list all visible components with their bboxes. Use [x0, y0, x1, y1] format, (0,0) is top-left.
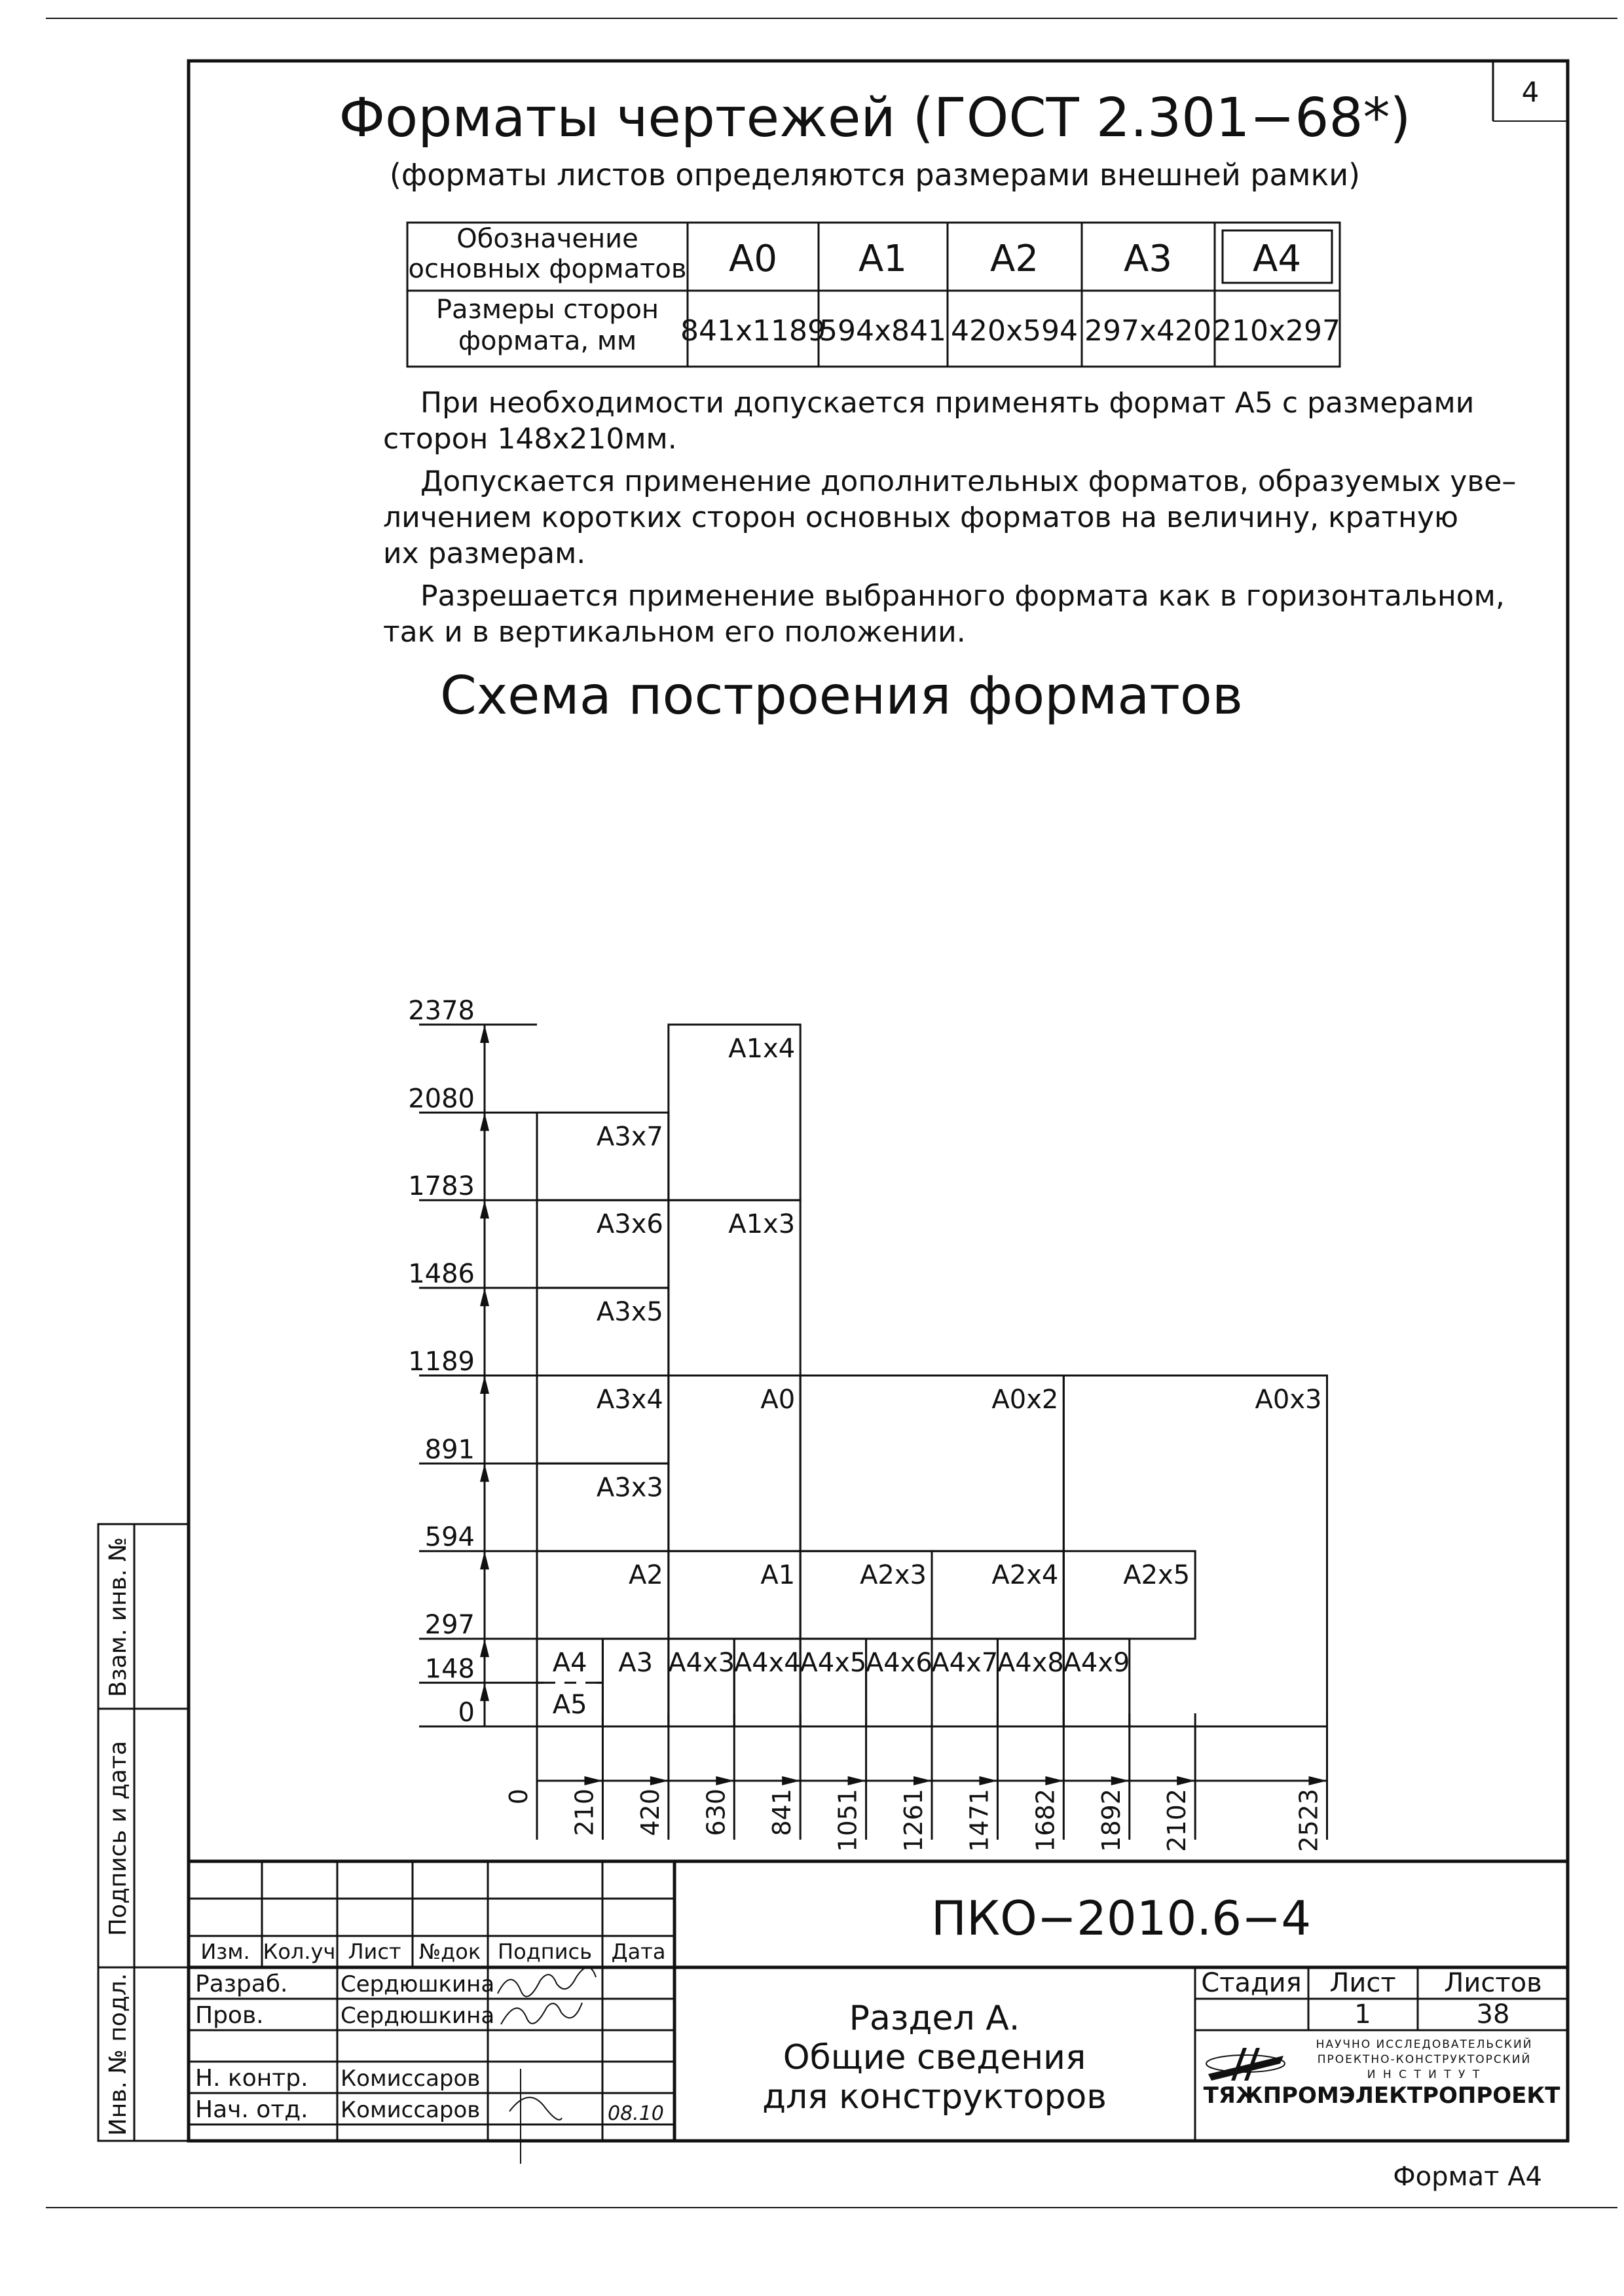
org-line-3: И Н С Т И Т У Т: [1367, 2068, 1482, 2081]
paragraph-1-line-2: сторон 148x210мм.: [383, 422, 677, 456]
paragraph-2-line-3: их размерам.: [383, 537, 586, 570]
block-label-а3x3: А3x3: [596, 1472, 663, 1503]
format-size-a4: 210x297: [1213, 314, 1341, 348]
block-label-а0: А0: [760, 1384, 796, 1415]
x-arrow-1471: [979, 1776, 997, 1785]
signature-checker: [501, 2003, 582, 2024]
x-arrow-1682: [1045, 1776, 1063, 1785]
sheet-label: Лист: [1329, 1968, 1396, 1998]
x-tick-label-2102: 2102: [1162, 1789, 1192, 1852]
paragraph-3-line-1: Разрешается применение выбранного формата как в горизонтальном,: [420, 579, 1505, 613]
page-title: Форматы чертежей (ГОСТ 2.301−68*): [339, 87, 1411, 149]
block-label-а2x5: А2x5: [1123, 1560, 1190, 1591]
y-tick-label-594: 594: [424, 1522, 475, 1553]
format-name-a2: А2: [990, 238, 1039, 280]
signature-date: 08.10: [608, 2102, 664, 2125]
format-size-a1: 594x841: [819, 314, 947, 348]
x-arrow-1261: [913, 1776, 932, 1785]
col-header-signature: Подпись: [498, 1939, 592, 1964]
y-arrow-1486: [480, 1288, 489, 1306]
x-arrow-2102: [1177, 1776, 1195, 1785]
block-label-а3: А3: [618, 1648, 654, 1679]
block-label-a5: А5: [552, 1690, 587, 1720]
x-arrow-210: [584, 1776, 602, 1785]
col-header-date: Дата: [611, 1939, 666, 1964]
signature-norm-control: [509, 2069, 562, 2124]
y-tick-label-1189: 1189: [408, 1346, 475, 1377]
y-tick-label-1486: 1486: [408, 1259, 475, 1290]
role-norm-control: Н. контр.: [195, 2065, 308, 2092]
x-tick-label-0: 0: [504, 1789, 533, 1805]
y-arrow-594: [480, 1551, 489, 1569]
x-arrow-1892: [1111, 1776, 1130, 1785]
block-label-а3x7: А3x7: [596, 1121, 663, 1152]
x-arrow-841: [782, 1776, 800, 1785]
col-header-qty: Кол.уч: [263, 1939, 336, 1964]
x-tick-label-841: 841: [767, 1789, 797, 1836]
y-arrow-1189: [480, 1376, 489, 1394]
x-arrow-420: [650, 1776, 669, 1785]
y-arrow-891: [480, 1463, 489, 1482]
block-label-а4x9: А4x9: [1063, 1648, 1130, 1679]
org-line-1: НАУЧНО ИССЛЕДОВАТЕЛЬСКИЙ: [1316, 2038, 1533, 2051]
format-name-a3: А3: [1124, 238, 1172, 280]
y-arrow-1783: [480, 1200, 489, 1218]
y-tick-label-891: 891: [424, 1434, 475, 1465]
organization-logo: [1206, 2048, 1285, 2081]
x-arrow-630: [716, 1776, 734, 1785]
paragraphs: [383, 386, 1516, 649]
x-tick-label-1471: 1471: [965, 1789, 994, 1852]
y-tick-label-297: 297: [424, 1610, 475, 1641]
x-arrow-2523: [1308, 1776, 1327, 1785]
y-tick-label-1783: 1783: [408, 1171, 475, 1202]
side-stamp-original-inv: Инв. № подл.: [105, 1973, 132, 2136]
name-norm-control: Комиссаров: [341, 2066, 481, 2092]
x-tick-label-1051: 1051: [833, 1789, 862, 1852]
block-label-а4x3: А4x3: [668, 1648, 735, 1679]
document-code: ПКО−2010.6−4: [931, 1891, 1312, 1946]
block-label-а1x3: А1x3: [728, 1209, 796, 1240]
paragraph-2-line-2: личением коротких сторон основных форматов на величину, кратную: [383, 501, 1459, 534]
col-header-change: Изм.: [200, 1939, 250, 1964]
stage-label: Стадия: [1201, 1968, 1302, 1998]
formats-table: [407, 223, 1340, 367]
format-label: Формат А4: [1393, 2162, 1542, 2192]
side-stamp-signature-date: Подпись и дата: [105, 1740, 132, 1937]
block-label-а4x6: А4x6: [865, 1648, 932, 1679]
main-frame: [189, 61, 1568, 2141]
row-header-designation-1: Обозначение: [456, 224, 638, 254]
block-label-а1: А1: [760, 1560, 796, 1591]
y-tick-label-2378: 2378: [408, 995, 475, 1026]
name-checker: Сердюшкина: [341, 2003, 495, 2029]
x-tick-label-2523: 2523: [1294, 1789, 1323, 1852]
section-title-line-1: Раздел А.: [849, 1999, 1020, 2038]
block-label-а3x5: А3x5: [596, 1297, 663, 1328]
x-tick-label-630: 630: [701, 1789, 731, 1836]
org-line-2: ПРОЕКТНО-КОНСТРУКТОРСКИЙ: [1317, 2053, 1532, 2066]
section-title-line-3: для конструкторов: [762, 2077, 1107, 2117]
format-size-a0: 841x1189: [680, 314, 826, 348]
block-label-а1x4: А1x4: [728, 1033, 796, 1064]
col-header-sheet: Лист: [348, 1939, 401, 1964]
scheme-x-ticks: [504, 1713, 1327, 1852]
row-header-designation-2: основных форматов: [408, 254, 687, 284]
section-title-line-2: Общие сведения: [783, 2038, 1086, 2077]
scheme-blocks: [537, 1025, 1327, 1726]
name-head-of-dept: Комиссаров: [341, 2097, 481, 2123]
block-label-а2x4: А2x4: [991, 1560, 1059, 1591]
paragraph-1-line-1: При необходимости допускается применять формат А5 с размерами: [420, 386, 1475, 420]
sheet-value: 1: [1354, 1999, 1371, 2030]
block-label-а4: А4: [552, 1648, 587, 1679]
format-size-a2: 420x594: [950, 314, 1079, 348]
y-arrow-2080: [480, 1112, 489, 1131]
x-arrow-1051: [848, 1776, 866, 1785]
x-tick-label-210: 210: [570, 1789, 599, 1836]
row-header-sizes-2: формата, мм: [458, 326, 637, 356]
sheet-number: 4: [1521, 76, 1540, 108]
scheme-y-ticks: [408, 996, 537, 1728]
block-label-а4x7: А4x7: [931, 1648, 999, 1679]
block-label-а0x2: А0x2: [991, 1384, 1059, 1415]
name-developer: Сердюшкина: [341, 1971, 495, 1997]
x-tick-label-1261: 1261: [899, 1789, 929, 1852]
format-name-a1: А1: [858, 238, 907, 280]
block-label-а0x3: А0x3: [1255, 1384, 1322, 1415]
y-arrow-2378: [480, 1025, 489, 1043]
side-stamp: [98, 1524, 189, 2141]
y-tick-label-2080: 2080: [408, 1084, 475, 1114]
role-checker: Пров.: [195, 2002, 264, 2029]
role-head-of-dept: Нач. отд.: [195, 2096, 308, 2123]
sheet-number-box: [1493, 61, 1568, 121]
format-name-a4: А4: [1253, 238, 1301, 280]
y-arrow-297: [480, 1639, 489, 1657]
y-tick-label-0: 0: [458, 1698, 475, 1728]
format-name-a0: А0: [729, 238, 777, 280]
sheets-value: 38: [1476, 1999, 1510, 2030]
format-size-a3: 297x420: [1084, 314, 1212, 348]
paragraph-2-line-1: Допускается применение дополнительных форматов, образуемых уве–: [420, 465, 1517, 498]
role-developer: Разраб.: [195, 1971, 288, 1997]
org-name: ТЯЖПРОМЭЛЕКТРОПРОЕКТ: [1203, 2083, 1560, 2109]
scheme-title: Схема построения форматов: [439, 665, 1244, 726]
block-label-а3x6: А3x6: [596, 1209, 663, 1240]
col-header-doc-no: №док: [418, 1939, 481, 1964]
block-label-а2x3: А2x3: [860, 1560, 927, 1591]
block-label-а2: А2: [629, 1560, 663, 1591]
paragraph-3-line-2: так и в вертикальном его положении.: [383, 615, 966, 649]
signature-developer: [498, 1967, 596, 1997]
side-stamp-replaced-inv: Взам. инв. №: [105, 1537, 132, 1698]
x-tick-label-420: 420: [635, 1789, 665, 1836]
title-block: [189, 1861, 1568, 2164]
x-tick-label-1682: 1682: [1031, 1789, 1060, 1852]
y-tick-label-148: 148: [424, 1654, 475, 1685]
block-label-а4x5: А4x5: [800, 1648, 867, 1679]
x-tick-label-1892: 1892: [1096, 1789, 1126, 1852]
y-arrow-148: [480, 1683, 489, 1701]
block-label-а4x8: А4x8: [997, 1648, 1064, 1679]
block-label-а4x4: А4x4: [733, 1648, 801, 1679]
page-subtitle: (форматы листов определяются размерами внешней рамки): [389, 157, 1361, 192]
row-header-sizes-1: Размеры сторон: [435, 295, 659, 325]
block-label-а3x4: А3x4: [596, 1384, 663, 1415]
sheets-label: Листов: [1444, 1968, 1542, 1998]
